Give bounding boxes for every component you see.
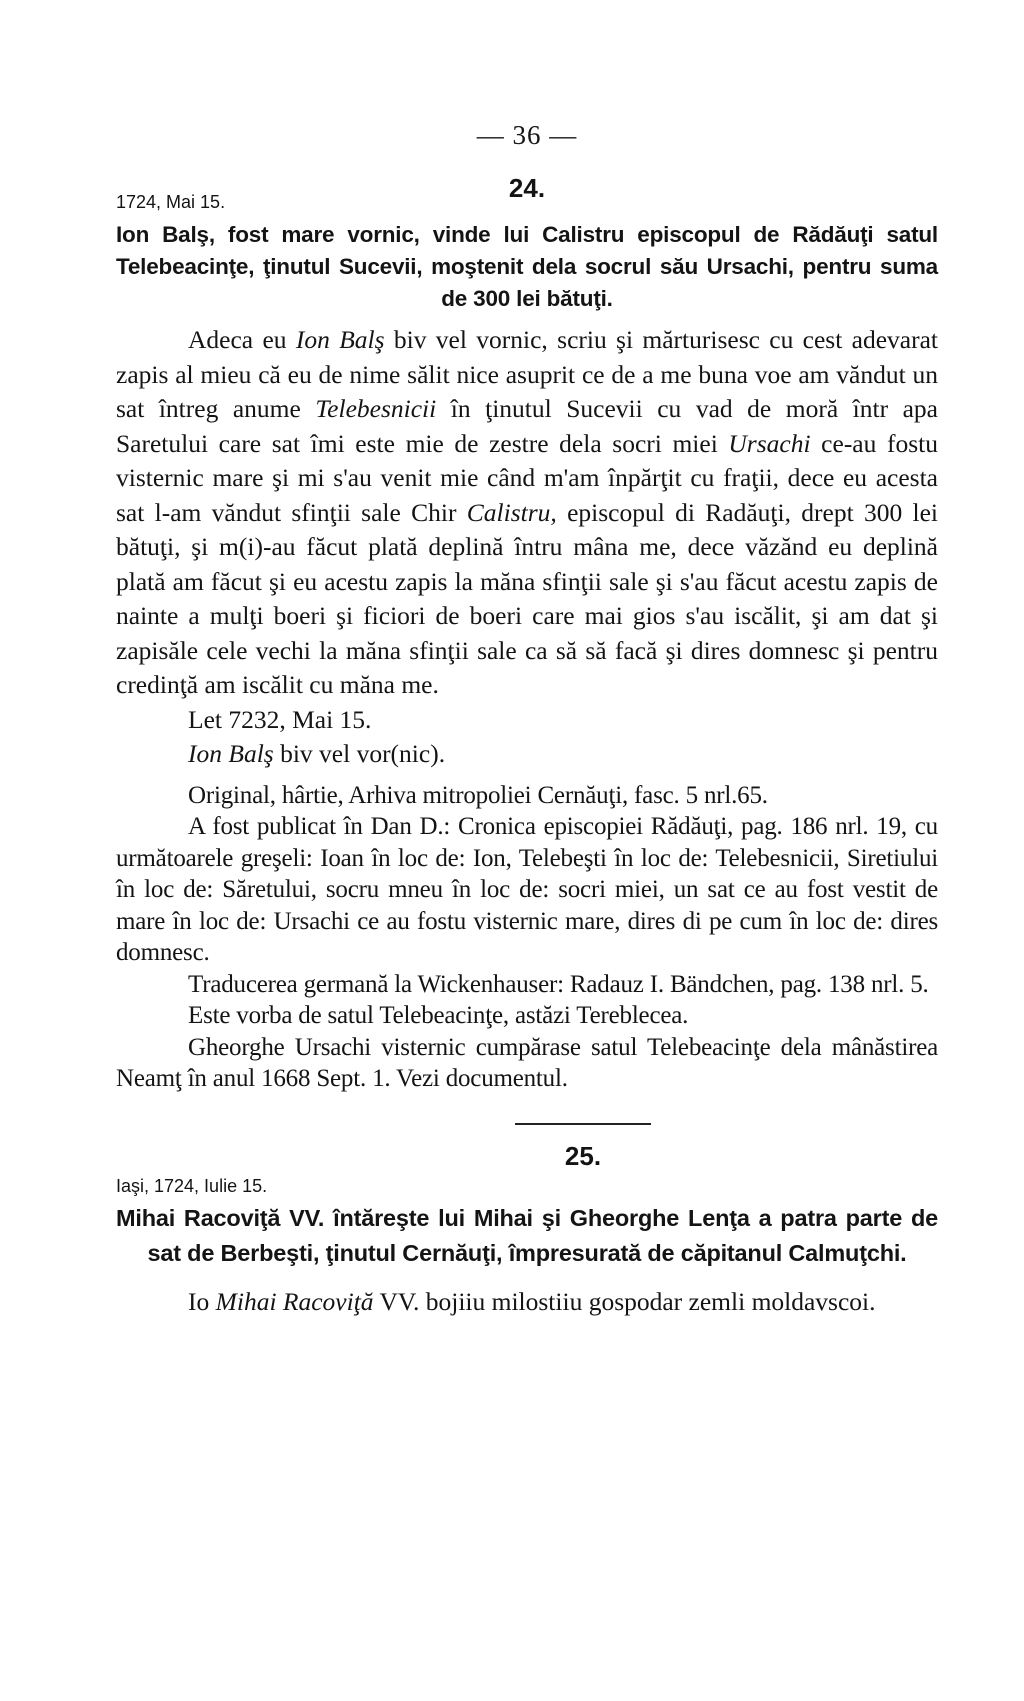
italic-name: Mihai Racoviţă (215, 1286, 374, 1316)
note: Traducerea germană la Wickenhauser: Radauz I. Bändchen, pag. 138 nrl. 5. (188, 970, 929, 998)
document-24-header (116, 173, 938, 213)
signature-rest: biv vel vor(nic). (273, 739, 446, 768)
document-text (116, 323, 938, 703)
text-segment: Io (188, 1286, 216, 1316)
note: Gheorghe Ursachi visternic cumpărase satul Telebeacinţe dela mânăstirea Neamţ în anul 1668 Sept. 1. Vezi documentul. (116, 1033, 938, 1092)
document-summary: Ion Balş, fost mare vornic, vinde lui Calistru episcopul de Rădăuţi satul Telebeacinţe, ţinutul Sucevii, moştenit dela socrul său Ursachi, pentru suma de 300 lei bătuţi. (116, 222, 938, 311)
document-summary: Mihai Racoviţă VV. întăreşte lui Mihai şi Gheorghe Lenţa a patra parte de sat de Berbeşti, ţinutul Cernăuţi, împresurată de căpitanul Calmuţchi. (116, 1204, 938, 1266)
italic-name: Ursachi (728, 428, 811, 458)
italic-name: Ion Balş (295, 325, 385, 354)
signature-name: Ion Balş (188, 739, 274, 768)
italic-name: Telebesnicii (315, 394, 437, 423)
section-divider (515, 1123, 651, 1125)
date-line: Let 7232, Mai 15. (188, 704, 372, 734)
document-25-header (116, 1131, 938, 1197)
text-segment: episcopul di Radăuţi, drept 300 lei bătuţi, şi m(i)-au făcut plată deplină întru mâna me, dece văzănd eu deplină plată am făcut şi eu acestu zapis la măna sfinţii sale şi s'au făcut acestu zapis de nainte a mulţi boeri şi ficiori de boeri care mai gios s'au iscălit, şi am dat şi zapisăle cele vechi la măna sfinţii sale ca să să facă şi dires domnesc şi pentru credinţă am iscălit cu măna me. (116, 497, 938, 699)
signature-line (116, 737, 938, 772)
editorial-notes (116, 780, 938, 1095)
document-date: 1724, Mai 15. (116, 192, 226, 212)
text-segment: în ţinutul Sucevii cu vad de moră într apa Saretului care sat îmi este mie de zestre dela socri miei (116, 394, 938, 458)
note: Original, hârtie, Arhiva mitropoliei Cernăuţi, fasc. 5 nrl.65. (188, 781, 768, 809)
note: A fost publicat în Dan D.: Cronica episcopiei Rădăuţi, pag. 186 nrl. 19, cu următoarele greşeli: Ioan în loc de: Ion, Telebeşti în loc de: Telebesnicii, Siretiului în loc de: Săretului, socru mneu în loc de: socri miei, un sat ce au fost vestit de mare în loc de: Ursachi ce au fostu visternic mare, dires di pe cum în loc de: dires domnesc. (116, 813, 938, 966)
text-segment: Adeca eu (188, 325, 296, 354)
text-segment: ce-au fostu visternic mare şi mi s'au venit mie când m'am înpărţit cu fraţii, dece eu acesta sat l-am văndut sfinţii sale Chir (116, 428, 938, 527)
italic-name: Calistru, (466, 497, 557, 527)
text-segment: biv vel vornic, scriu şi mărturisesc cu cest adevarat zapis al mieu că eu de nime sălit nice asuprit ce de a me buna voe am văndut un sat întreg anume (116, 325, 939, 423)
document-date: Iaşi, 1724, Iulie 15. (116, 1175, 268, 1196)
document-text (116, 1285, 938, 1320)
page-number: — 36 — (476, 120, 578, 150)
book-page (116, 120, 938, 1345)
note: Este vorba de satul Telebeacinţe, astăzi Tereblecea. (188, 1002, 689, 1029)
text-segment: VV. bojiiu milostiiu gospodar zemli moldavscoi. (373, 1286, 876, 1316)
document-number: 25. (564, 1140, 602, 1171)
document-number: 24. (508, 173, 546, 203)
